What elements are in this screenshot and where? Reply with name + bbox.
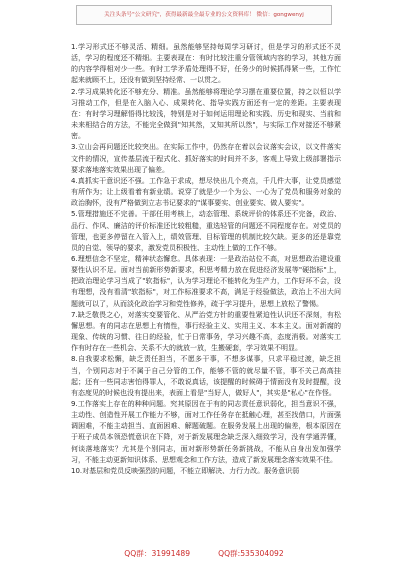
paragraph-7: 7.缺乏敬畏之心，对落实变要管化、从严治党方针的重要性紧迫性认识还不深刻，有松懈思想。有的同志在思想上有惰性，事行经验主义、实用主义、本本主义。面对新腐的现象、传统的习惯、往日的经验，忙于日常事务，学习兴趣不高，态度消极。对落实工作有时存在一些机会、关系不大的就放一放，生搬硬套，学习效果不明显。 bbox=[71, 310, 341, 353]
paragraph-5: 5.管理措施还不完善。干部任用考核上，动态管理、系统评价的体系还不完备，政治、品行、作风、廉洁的评价标准还比较粗糙，重选轻管的问题还不同程度存在。对党员的管理，也更多停留在入管入上，绩效管理、目标管理的机制比较欠缺。更多的还是靠党员的自觉、领导的要求，激发党员积极性、主动性上做的工作不够。 bbox=[71, 210, 341, 252]
document-body bbox=[71, 42, 341, 532]
paragraph-2: 2.学习成果转化还不够充分、精准。虽然能够将理论学习摆在重要位置，持之以恒以学习推动工作，但是在入脑入心、成果转化、指导实践方面还有一定的差距。主要表现在：有时学习理解悟得比较浅，特别是对于如何运用理论和实践、历史和现实、当前和未来相结合的方法，不能完全做到"知其然，又知其所以然"，与实际工作对接还不够紧密。 bbox=[71, 87, 341, 141]
footer-contacts bbox=[0, 548, 408, 559]
paragraph-3: 3.立山会再问题还比较突出。在实际工作中，仍然存在着以会议落实会议，以文件落实文件的情况，宣传基层流于程式化、抓好落实的时间并不多，客观上导致上级部署指示要求落地落实效果出现了偏差。 bbox=[71, 143, 341, 174]
paragraph-1: 1.学习形式还不够灵活、精细。虽然能够坚持每周学习研讨，但是学习的形式还不灵活，学习的程度还不精细。主要表现在：有时比较注重分管领域内容的学习，其他方面的内容学得相对少一些。有时工学矛盾处理得不好，任务少的时候抓得紧一些，工作忙起来就顾不上，还没有做到坚持经常、一以贯之。 bbox=[71, 43, 341, 85]
paragraph-6: 6.理想信念不坚定，精神状态懈怠。具体表现：一是政治站位不高，对思想政治建设重要性认识不足。面对当前新形势新要求，积思考精力放在促进经济发展等"硬指标"上，把政治理论学习当成了"软指标"，认为学习理论不能转化为生产力，工作好坏不会，没有理想，没有看清"软指标"，对工作标准要求不高，满足于经验做法，政治上不出大问题就可以了，从而淡化政治学习和党性修养，疏于学习提升，思想上放松了警惕。 bbox=[71, 254, 341, 308]
paragraph-10: 10.对基层和党员反映强烈的问题，不能立即解决、力行力改。服务意识弱 bbox=[71, 466, 300, 475]
header-banner: 关注头条号"公文研究"，获得最新最全最专业的公文资料库！ 微信：gongwenyj bbox=[76, 5, 332, 25]
paragraph-9: 9.工作落实上存在的种种问题。究其原因在于有的同志责任意识弱化，担当意识不强，主动性、创造性开展工作能力不够，面对工作任务存在抵触心理，甚至找借口，片面强调困难，不能主动担当、直面困难、解题破题。在服务发展上出现的偏差，根本原因在于班子成员本领恐慌意识在下降，对于新发展理念缺乏深入细致学习，没有学通弄懂，何谈落地落实？尤其是个别同志，面对新形势新任务新挑战，不能从自身出发加强学习，不能主动更新知识体系、思想观念和工作方法，造成了新发展理念落实效果不佳。 bbox=[71, 400, 341, 464]
paragraph-4: 4.真抓实干意识还不强。工作急于求成，想尽快出几个亮点，千几件大事，让党员感觉有所作为；让上级看着有新业绩。说穿了就是少一个为公、一心为了党员和服务对象的政治胸怀，没有严格做到立志书记要求的"谋事要实、创业要实、做人要实"。 bbox=[71, 176, 341, 208]
footer-qq-group-1: QQ群：31991489 bbox=[124, 549, 191, 558]
paragraph-8: 8.自我要求松懈，缺乏责任担当，不愿多干事，不想多谋事，只求平稳过渡，缺乏担当，个别同志对于不属于自己分管的工作，能够不管的就尽量不管，事不关己高高挂起；还有一些同志害怕得罪人，不敢说真话，该提醒的时候碍于情面没有及时提醒，没有态度见的时候也没有提出来，表面上看是"当好人，做好人"，其实是"私心"在作怪。 bbox=[71, 355, 341, 397]
footer-qq-group-2: QQ群:535304092 bbox=[218, 549, 284, 558]
